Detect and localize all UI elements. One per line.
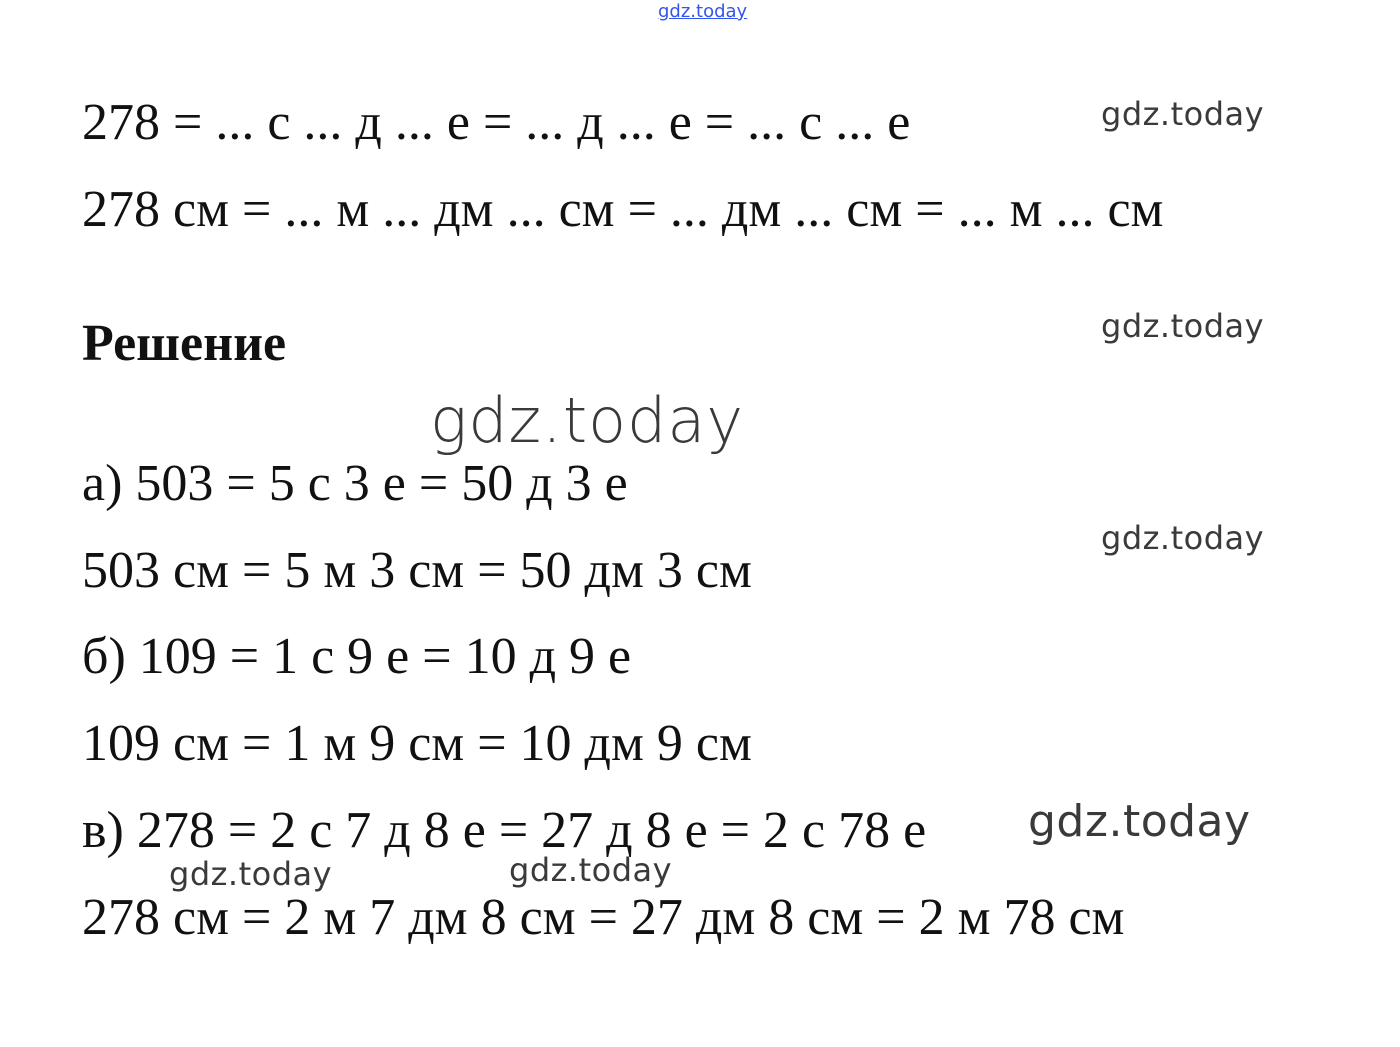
solution-v-lengths: 278 см = 2 м 7 дм 8 см = 27 дм 8 см = 2 м 78 см: [82, 889, 1125, 946]
watermark-text: gdz.today: [169, 855, 333, 893]
watermark-text: gdz.today: [1101, 95, 1265, 133]
watermark-text: gdz.today: [1101, 519, 1265, 557]
solution-b-lengths: 109 см = 1 м 9 см = 10 дм 9 см: [82, 715, 752, 772]
solution-b-numbers: б) 109 = 1 с 9 е = 10 д 9 е: [82, 628, 632, 685]
task-line-lengths: 278 см = ... м ... дм ... см = ... дм ... см = ... м ... см: [82, 181, 1164, 238]
solution-a-lengths: 503 см = 5 м 3 см = 50 дм 3 см: [82, 542, 752, 599]
watermark-text: gdz.today: [1101, 307, 1265, 345]
solution-heading: Решение: [82, 315, 287, 372]
watermark-text: gdz.today: [509, 851, 673, 889]
watermark-text: gdz.today: [1028, 796, 1251, 847]
header-watermark-link[interactable]: gdz.today: [658, 1, 748, 22]
watermark-text: gdz.today: [430, 384, 745, 457]
solution-v-numbers: в) 278 = 2 с 7 д 8 е = 27 д 8 е = 2 с 78 е: [82, 802, 927, 859]
task-line-numbers: 278 = ... с ... д ... е = ... д ... е = ... с ... е: [82, 94, 911, 151]
solution-a-numbers: а) 503 = 5 с 3 е = 50 д 3 е: [82, 455, 628, 512]
